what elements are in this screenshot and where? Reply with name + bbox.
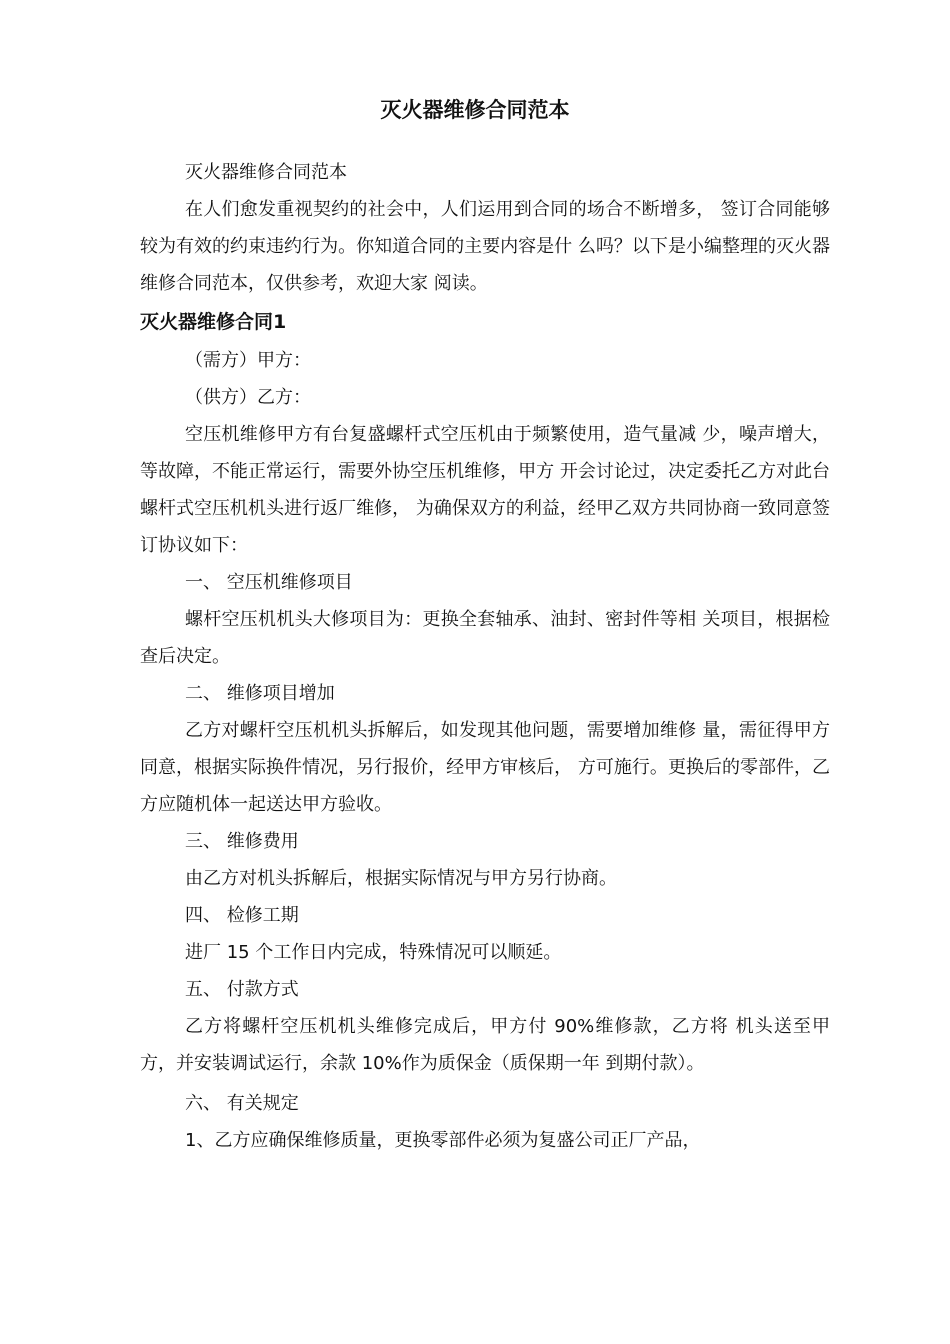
clause-2-body: 乙方对螺杆空压机机头拆解后，如发现其他问题，需要增加维修 量，需征得甲方同意，根据实际换件情况，另行报价，经甲方审核后， 方可施行。更换后的零部件，乙方应随机体一起送达甲方验收。 bbox=[140, 720, 830, 815]
clause-4-title: 四、 检修工期 bbox=[185, 905, 299, 926]
section-heading bbox=[140, 302, 830, 342]
background-paragraph: 空压机维修甲方有台复盛螺杆式空压机由于频繁使用，造气量减 少，噪声增大，等故障，不能正常运行，需要外协空压机维修，甲方 开会讨论过，决定委托乙方对此台螺杆式空压机机头进行返厂维修， 为确保双方的利益，经甲乙双方共同协商一致同意签订协议如下： bbox=[140, 424, 830, 556]
clause-5-body: 乙方将螺杆空压机机头维修完成后，甲方付 90%维修款，乙方将 机头送至甲方，并安装调试运行，余款 10%作为质保金（质保期一年 到期付款）。 bbox=[140, 1016, 830, 1074]
document-body bbox=[140, 154, 830, 1159]
clause-3-title: 三、 维修费用 bbox=[185, 831, 299, 852]
clause-2-title: 二、 维修项目增加 bbox=[185, 683, 335, 704]
clause-1-body: 螺杆空压机机头大修项目为：更换全套轴承、油封、密封件等相 关项目，根据检查后决定。 bbox=[140, 609, 830, 667]
document-title: 灭火器维修合同范本 bbox=[380, 98, 570, 122]
party-b-line: （供方）乙方： bbox=[185, 387, 311, 408]
clause-4-body: 进厂 15 个工作日内完成，特殊情况可以顺延。 bbox=[185, 942, 562, 963]
section-heading-text: 灭火器维修合同1 bbox=[140, 311, 287, 333]
intro-heading: 灭火器维修合同范本 bbox=[185, 162, 347, 183]
clause-6-item-1: 1、乙方应确保维修质量，更换零部件必须为复盛公司正厂产品， bbox=[185, 1130, 701, 1151]
clause-6-title: 六、 有关规定 bbox=[185, 1093, 299, 1114]
party-a-line: （需方）甲方： bbox=[185, 350, 311, 371]
intro-paragraph: 在人们愈发重视契约的社会中，人们运用到合同的场合不断增多， 签订合同能够较为有效的约束违约行为。你知道合同的主要内容是什 么吗？以下是小编整理的灭火器维修合同范本，仅供参考，欢迎大家 阅读。 bbox=[140, 199, 830, 294]
clause-1-title: 一、 空压机维修项目 bbox=[185, 572, 353, 593]
clause-3-body: 由乙方对机头拆解后，根据实际情况与甲方另行协商。 bbox=[185, 868, 617, 889]
clause-5-title: 五、 付款方式 bbox=[185, 979, 299, 1000]
